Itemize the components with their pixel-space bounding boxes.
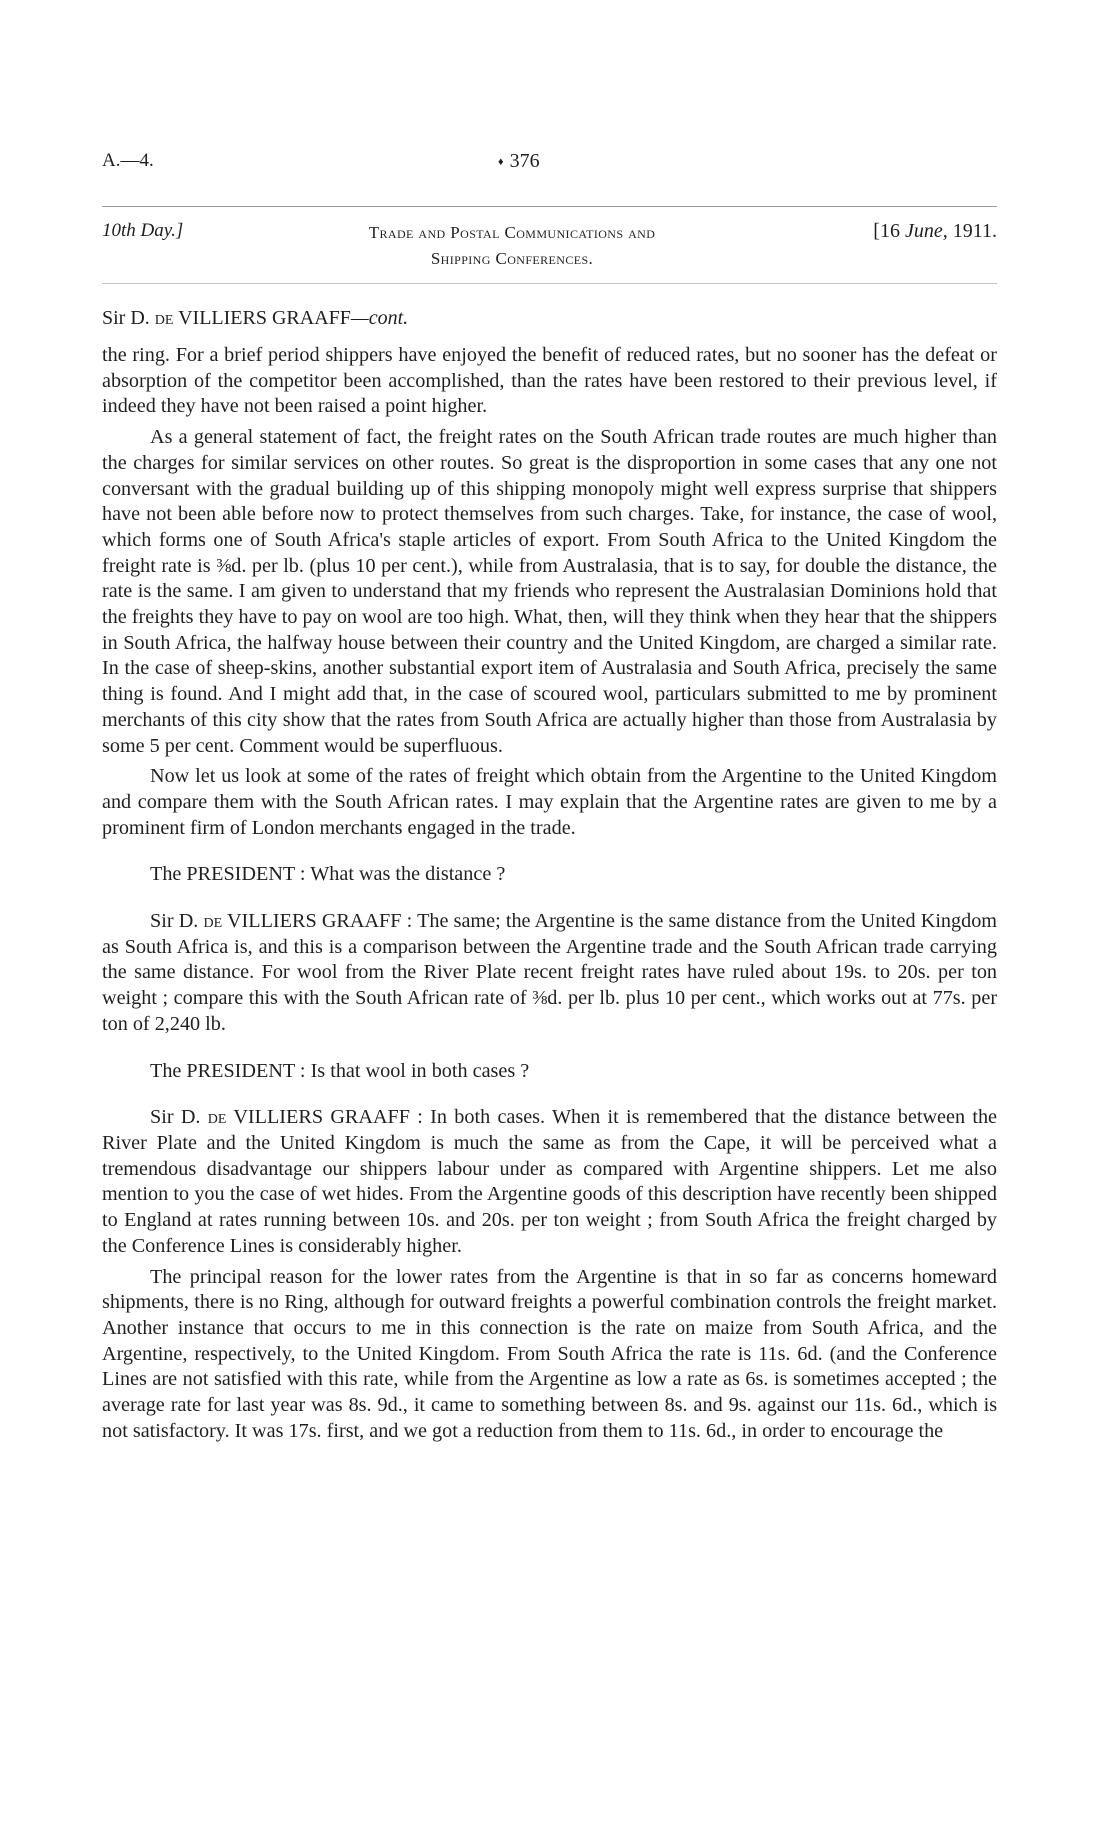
rate-value: 8s. 9d., bbox=[348, 1394, 408, 1417]
rate-value: 6s. bbox=[745, 1368, 769, 1391]
speaker-title: Sir D. bbox=[150, 910, 199, 933]
page-number-value: 376 bbox=[509, 150, 540, 172]
text-fragment: first, and we got a reduction from them to bbox=[326, 1419, 664, 1442]
rate-value: 10s. bbox=[406, 1209, 440, 1232]
paragraph-2: As a general statement of fact, the freight rates on the South African trade routes are much higher than the charges for similar services on other routes. So great is the disproportion in some cases that any one not conversant with the gradual building up of this shipping monopoly might well express surprise that shippers have not been able before now to protect themselves from such charges. Take, for instance, the case of wool, which forms one of South Africa's staple articles of export. From South Africa to the United Kingdom the freight rate is ⅜d. per lb. (plus 10 per cent.), while from Australasia, that is to say, for double the distance, the rate is the same. I am given to understand that my friends who represent the Australasian Dominions hold that the freights they have to pay on wool are too high. What, then, will they think when they hear that the shippers in South Africa, the halfway house between their country and the United Kingdom, are charged a similar rate. In the case of sheep-skins, another substantial export item of Australasia and South Africa, precisely the same thing is found. And I might add that, in the case of scoured wool, particulars submitted to me by prominent merchants of this city show that the rates from South Africa are actually higher than those from Australasia by some 5 per cent. Comment would be superfluous. bbox=[102, 426, 997, 757]
speaker-title: Sir D. bbox=[102, 307, 150, 329]
text-fragment: The principal reason for the lower rates from the Argentine is that in so far as concerns homeward shipments, there is no Ring, although for outward freights a powerful combination controls the freight market. Another instance that occurs to me in this connection is the rate on maize from South Africa, and the Argentine, respectively, to the United Kingdom. From South Africa the rate is bbox=[102, 1265, 997, 1365]
header-rule-bottom bbox=[102, 283, 997, 284]
speaker-president: The PRESIDENT : bbox=[150, 863, 306, 886]
rate-value: 11s. 6d., bbox=[668, 1419, 737, 1442]
text-fragment: to bbox=[874, 961, 891, 984]
day-label: 10th Day.] bbox=[102, 220, 184, 241]
document-reference: A.—4. bbox=[102, 150, 154, 171]
graaff-answer-2 bbox=[102, 1105, 997, 1259]
president-question-1 bbox=[102, 862, 997, 888]
rate-value: 9s. bbox=[728, 1394, 752, 1417]
answer-text: The same; the Argentine is the same distance from the United Kingdom as South Africa is, and this is a comparison between the Argentine trade and the South African trade carrying the same distance. For wool from the River Plate recent freight rates have ruled about bbox=[102, 910, 997, 984]
running-title-line2: Shipping Conferences. bbox=[430, 249, 594, 268]
rate-value: 8s. bbox=[664, 1394, 688, 1417]
running-title-line1: Trade and Postal Communications and bbox=[368, 223, 656, 242]
speaker-heading bbox=[102, 307, 408, 330]
text-fragment: per ton weight ; from South Africa the freight charged by the Conference Lines is considerably higher. bbox=[102, 1209, 998, 1257]
speaker-cont: —cont. bbox=[350, 307, 409, 329]
running-title bbox=[302, 220, 722, 272]
speaker-name: VILLIERS GRAAFF bbox=[178, 307, 351, 329]
speaker-president: The PRESIDENT : bbox=[150, 1059, 306, 1082]
text-fragment: which is not satisfactory. It was bbox=[102, 1394, 998, 1442]
header-rule-top bbox=[102, 206, 997, 207]
paragraph-3: Now let us look at some of the rates of freight which obtain from the Argentine to the United Kingdom and compare them with the South African rates. I may explain that the Argentine rates are given to me by a prominent firm of London merchants engaged in the trade. bbox=[102, 765, 997, 839]
speaker-particle: de bbox=[154, 307, 174, 329]
question-text: What was the distance ? bbox=[310, 863, 506, 886]
text-fragment: it came to something between bbox=[413, 1394, 659, 1417]
text-fragment: (and the Conference Lines are not satisfied with this rate, while from the Argentine as low a rate as bbox=[102, 1342, 998, 1391]
rate-value: 77s. bbox=[932, 987, 966, 1010]
text-fragment: is sometimes accepted ; the average rate for last year was bbox=[102, 1368, 998, 1417]
rate-value: 20s. bbox=[897, 961, 931, 984]
document-body bbox=[102, 343, 997, 1444]
text-fragment: per lb. plus 10 per cent., which works out at bbox=[568, 987, 928, 1010]
answer-text: In both cases. When it is remembered that the distance between the River Plate and the United Kingdom is much the same as from the Cape, it will be perceived what a tremendous disadvantage our shippers labour under as compared with Argentine shippers. Let me also mention to you the case of wet hides. From the Argentine goods of this description have recently been shipped to England at rates running between bbox=[102, 1106, 997, 1232]
speaker-particle: de bbox=[203, 910, 223, 933]
speaker-particle: de bbox=[207, 1106, 227, 1129]
text-fragment: and bbox=[446, 1209, 476, 1232]
text-fragment: against our bbox=[757, 1394, 848, 1417]
rate-value: 20s. bbox=[481, 1209, 515, 1232]
president-question-2 bbox=[102, 1059, 997, 1085]
paragraph-1: the ring. For a brief period shippers have enjoyed the benefit of reduced rates, but no sooner has the defeat or absorption of the competitor been accomplished, than the rates have been restored to their previous level, if indeed they have not been raised a point higher. bbox=[102, 344, 997, 418]
text-fragment: in order to encourage the bbox=[741, 1419, 944, 1442]
text-fragment: per ton weight ; compare this with the South African rate of bbox=[102, 961, 998, 1010]
rate-value: 17s. bbox=[288, 1419, 322, 1442]
date-year: 1911. bbox=[952, 220, 997, 242]
speaker-title: Sir D. bbox=[150, 1106, 201, 1129]
question-text: Is that wool in both cases ? bbox=[310, 1059, 530, 1082]
text-fragment: per ton of 2,240 lb. bbox=[102, 987, 998, 1035]
page-marker-icon: ♦ bbox=[498, 156, 504, 169]
rate-value: 19s. bbox=[833, 961, 867, 984]
speaker-name: VILLIERS GRAAFF : bbox=[233, 1106, 423, 1129]
date-day: [16 bbox=[873, 220, 900, 242]
speaker-name: VILLIERS GRAAFF : bbox=[226, 910, 413, 933]
graaff-answer-1 bbox=[102, 909, 997, 1038]
date-month: June, bbox=[904, 220, 948, 242]
paragraph-4 bbox=[102, 1265, 997, 1445]
rate-value: 11s. 6d., bbox=[853, 1394, 923, 1417]
rate-value: 11s. 6d. bbox=[758, 1342, 823, 1365]
text-fragment: and bbox=[693, 1394, 723, 1417]
page-number bbox=[498, 150, 540, 173]
document-page bbox=[102, 0, 997, 1841]
rate-value: ⅜d. bbox=[532, 987, 563, 1010]
session-date bbox=[873, 220, 997, 243]
